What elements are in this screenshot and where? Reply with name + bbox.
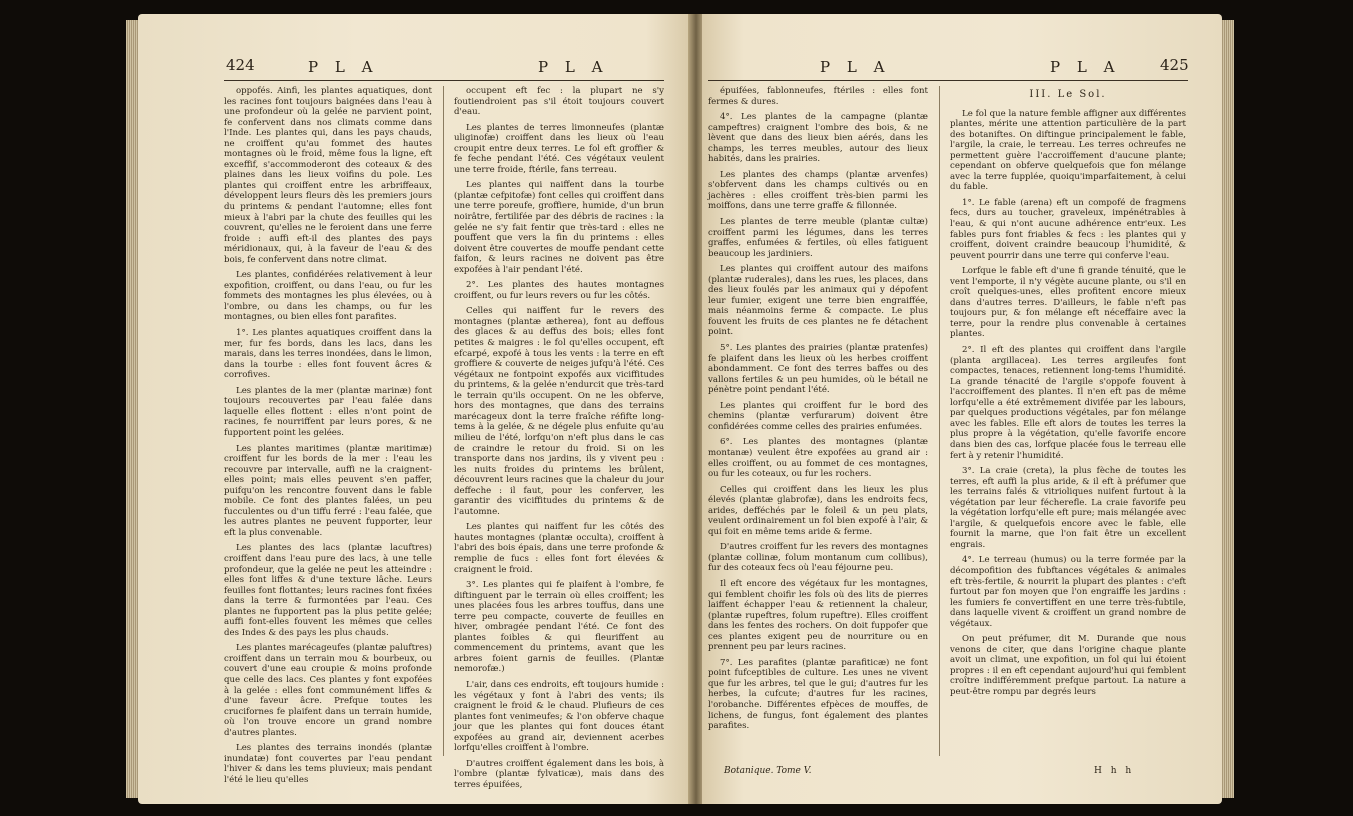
paragraph: 6°. Les plantes des montagnes (plantæ montanæ) veulent être expofées au grand air : elles croiffent, ou au fommet de ces montagnes, ou fur les coteaux, ou fur les rochers. (708, 437, 928, 480)
paragraph: Les plantes de terres limonneufes (plantæ uliginofæ) croiffent dans les lieux où l'eau croupit entre deux terres. Le fol eft groffier & fe feche pendant l'été. Ces végétaux veulent une terre froide, ftérile, fans terreau. (454, 122, 664, 175)
gathering-signature: H h h (1094, 766, 1135, 776)
text-column-2 (454, 86, 664, 795)
paragraph: 2°. Les plantes des hautes montagnes croiffent, ou fur leurs revers ou fur les côtés. (454, 280, 664, 301)
paragraph: Les plantes qui croiffent autour des maifons (plantæ ruderales), dans les rues, les places, dans des lieux foulés par les animaux qui y dépofent leur fumier, exigent une terre bien engraiffée, mais néanmoins ferme & compacte. Le plus fouvent les fruits de ces plantes ne fe détachent point. (708, 264, 928, 338)
paragraph: Les plantes de la mer (plantæ marinæ) font toujours recouvertes par l'eau falée dans laquelle elles flottent : elles n'ont point de racines, fe nourriffent par leurs pores, & ne fupportent point les gelées. (224, 385, 432, 438)
page-number: 425 (1160, 56, 1189, 74)
paragraph: oppofés. Ainfi, les plantes aquatiques, dont les racines font toujours baignées dans l'eau à une profondeur où la gelée ne parvient point, fe confervent dans nos climats comme dans l'Inde. Les plantes qui, dans les pays chauds, ne croiffent qu'au fommet des hautes montagnes où le froid, même fous la ligne, eft exceffif, s'accommoderont des coteaux & des plaines dans les lieux voifins du pole. Les plantes qui croiffent entre les arbriffeaux, développent leurs fleurs dès les premiers jours du printems & pendant l'automne; elles font mieux à l'abri par la chute des feuilles qui les couvrent, qu'elles ne le feroient dans une ferre froide : auffi eft-il des plantes des pays méridionaux, qui, à la faveur de l'eau & des bois, fe confervent dans notre climat. (224, 86, 432, 265)
paragraph: épuifées, fablonneufes, ftériles : elles font fermes & dures. (708, 86, 928, 107)
paragraph: 3°. La craie (creta), la plus fèche de toutes les terres, eft auffi la plus aride, & il eft à préfumer que les terrains falés & vitrioliques nuifent furtout à la végétation par leur fécherefle. La craie favorife peu la végétation lorfqu'elle eft pure; mais mélangée avec l'argile, & quelquefois encore avec le fable, elle fournit la marne, que l'on fait être un excellent engrais. (950, 466, 1186, 550)
paragraph: Les plantes de terre meuble (plantæ cultæ) croiffent parmi les légumes, dans les terres graffes, enfumées & fertiles, où elles fatiguent beaucoup les jardiniers. (708, 217, 928, 259)
paragraph: Les plantes des terrains inondés (plantæ inundatæ) font couvertes par l'eau pendant l'hiver & dans les tems pluvieux; mais pendant l'été le lieu qu'elles (224, 743, 432, 785)
paragraph: Les plantes des champs (plantæ arvenfes) s'obfervent dans les champs cultivés ou en jachères : elles croiffent très-bien parmi les moiffons, dans une terre graffe & fillonnée. (708, 169, 928, 212)
paragraph: 4°. Les plantes de la campagne (plantæ campeftres) craignent l'ombre des bois, & ne lèvent que dans des lieux bien aérés, dans les champs, les terres meubles, autour des lieux habités, dans les prairies. (708, 112, 928, 165)
paragraph: D'autres croiffent également dans les bois, à l'ombre (plantæ fylvaticæ), mais dans des terres épuifées, (454, 758, 664, 790)
footer-signature-text: Botanique. Tome V. (724, 766, 812, 776)
paragraph: Lorfque le fable eft d'une fi grande ténuité, que le vent l'emporte, il n'y végète aucune plante, ou s'il en croît quelques-unes, elles profitent encore mieux dans d'autres terres. D'ailleurs, le fable n'eft pas toujours pur, & fon mélange eft néceffaire avec la terre, pour la rendre plus convenable à certaines plantes. (950, 266, 1186, 340)
header-rule (708, 80, 1188, 81)
running-head: P L A (1050, 58, 1121, 76)
paragraph: Celles qui naiffent fur le revers des montagnes (plantæ ætherea), font au deffous des glaces & au deffus des bois; elles font petites & maigres : le fol qu'elles occupent, eft efcarpé, expofé à tous les vents : la terre en eft groffiere & couverte de neiges jufqu'à l'été. Ces végétaux ne fontpoint expofés aux viciffitudes du printems, & la gelée n'endurcit que très-tard le terrain qu'ils occupent. On ne les obferve, hors des montagnes, que dans des terrains marécageux dont la terre fraîche réfifte long-tems à la gelée, & ne dégele plus enfuite qu'au milieu de l'été, lorfqu'on n'eft plus dans le cas de craindre le retour du froid. Si on les transporte dans nos jardins, ils y vivent peu : les nuits froides du printems les brûlent, découvrent leurs racines que la chaleur du jour deffeche : il faut, pour les conferver, les garantir des viciffitudes du printems & de l'automne. (454, 306, 664, 517)
paragraph: 2°. Il eft des plantes qui croiffent dans l'argile (planta argillacea). Les terres argileufes font compactes, tenaces, retiennent long-tems l'humidité. La grande ténacité de l'argile s'oppofe fouvent à l'accroiffement des plantes. Il n'en eft pas de même lorfqu'elle a été extrêmement divifée par les labours, par quelques productions végétales, par fon mélange avec les fables. Elle eft alors de toutes les terres la plus propre à la végétation, qu'elle favorife encore dans bien des cas, lorfque placée fous le terreau elle fert à y retenir l'humidité. (950, 345, 1186, 461)
paragraph: 3°. Les plantes qui fe plaifent à l'ombre, fe diftinguent par le terrain où elles croiffent; les unes placées fous les arbres touffus, dans une terre peu compacte, couverte de feuilles en hiver, ombragée pendant l'été. Ce font des plantes foibles & qui fleuriffent au commencement du printems, avant que les arbres foient garnis de feuilles. (Plantæ nemorofæ.) (454, 580, 664, 675)
paragraph: Les plantes, confidérées relativement à leur expofition, croiffent, ou dans l'eau, ou fur les fommets des montagnes les plus élevées, ou à l'ombre, ou dans les champs, ou fur les montagnes, ou bien elles font parafites. (224, 270, 432, 323)
paragraph: On peut préfumer, dit M. Durande que nous venons de citer, que dans l'origine chaque plante avoit un climat, une expofition, un fol qui lui étoient propres : il en eft cependant aujourd'hui qui femblent croître indifféremment prefque partout. La nature a peut-être rompu par degrés leurs (950, 634, 1186, 697)
paragraph: occupent eft fec : la plupart ne s'y foutiendroient pas s'il étoit toujours couvert d'eau. (454, 86, 664, 118)
paragraph: Les plantes qui croiffent fur le bord des chemins (plantæ verfurarum) doivent être confidérées comme celles des prairies enfumées. (708, 400, 928, 432)
running-head: P L A (820, 58, 891, 76)
paragraph: 1°. Le fable (arena) eft un compofé de fragmens fecs, durs au toucher, graveleux, impénétrables à l'eau, & qui n'ont aucune adhérence entr'eux. Les fables purs font friables & fecs : les plantes qui y croiffent, doivent craindre beaucoup l'humidité, & peuvent pourrir dans une terre qui conferve l'eau. (950, 197, 1186, 261)
left-page (138, 14, 690, 804)
paragraph: 5°. Les plantes des prairies (plantæ pratenfes) fe plaifent dans les lieux où les herbes croiffent abondamment. Ce font des terres baffes ou des vallons fertiles & un peu humides, où le bétail ne pénètre point pendant l'été. (708, 343, 928, 396)
column-divider (443, 86, 444, 756)
page-number: 424 (226, 56, 255, 74)
header-rule (224, 80, 664, 81)
paragraph: Les plantes des lacs (plantæ lacuftres) croiffent dans l'eau pure des lacs, à une telle profondeur, que la gelée ne peut les atteindre : elles font liffes & d'une texture lâche. Leurs feuilles font flottantes; leurs racines font fixées dans la terre & furmontées par l'eau. Ces plantes ne fupportent pas la plus petite gelée; auffi font-elles fouvent les mêmes que celles des Indes & des pays les plus chauds. (224, 543, 432, 638)
paragraph: 4°. Le terreau (humus) ou la terre formée par la décompofition des fubftances végétales & animales eft très-fertile, & nourrit la plupart des plantes : c'eft furtout par fon moyen que l'on engraiffe les jardins : les fumiers fe convertiffent en une terre très-fubtile, dans laquelle vivent & croiffent un grand nombre de végétaux. (950, 555, 1186, 629)
text-column-1 (224, 86, 432, 790)
running-head: P L A (538, 58, 609, 76)
text-column-2 (950, 86, 1186, 703)
paragraph: Il eft encore des végétaux fur les montagnes, qui femblent choifir les fols où des lits de pierres laiffent échapper l'eau & retiennent la chaleur, (plantæ rupeftres, folum rupeftre). Elles croiffent dans les fentes des rochers. On doit fuppofer que ces plantes exigent peu de nourriture ou en prennent peu par leurs racines. (708, 578, 928, 653)
paragraph: Le fol que la nature femble affigner aux différentes plantes, mérite une attention particulière de la part des botaniftes. On diftingue principalement le fable, l'argile, la craie, le terreau. Les terres ochreufes ne permettent guère l'accroiffement d'aucune plante; cependant on obferve quelquefois que fon mélange avec la terre fupplée, quoiqu'imparfaitement, à celui du fable. (950, 108, 1186, 193)
paragraph: Les plantes qui naiffent fur les côtés des hautes montagnes (plantæ occulta), croiffent à l'abri des bois épais, dans une terre profonde & remplie de fucs : elles font fort élevées & craignent le froid. (454, 522, 664, 575)
right-page (702, 14, 1222, 804)
paragraph: Les plantes qui naiffent dans la tourbe (plantæ cefpitofæ) font celles qui croiffent dans une terre poreufe, groffiere, humide, d'un brun noirâtre, fertilifée par des débris de racines : la gelée ne s'y fait fentir que très-tard : elles ne pouffent que vers la fin du printems : elles doivent être couvertes de mouffe pendant cette faifon, & leurs racines ne doivent pas être expofées à l'air pendant l'été. (454, 180, 664, 275)
running-head: P L A (308, 58, 379, 76)
paragraph: D'autres croiffent fur les revers des montagnes (plantæ collinæ, folum montanum cum collibus), fur des coteaux fecs où l'eau féjourne peu. (708, 542, 928, 574)
paragraph: L'air, dans ces endroits, eft toujours humide : les végétaux y font à l'abri des vents; ils craignent le froid & le chaud. Plufieurs de ces plantes font venimeufes; & l'on obferve chaque jour que les plantes qui font douces étant expofées au grand air, deviennent acerbes lorfqu'elles croiffent à l'ombre. (454, 679, 664, 754)
paragraph: 7°. Les parafites (plantæ parafiticæ) ne font point fufceptibles de culture. Les unes ne vivent que fur les arbres, tel que le gui; d'autres fur les herbes, la cufcute; d'autres fur les racines, l'orobanche. Différentes efpèces de mouffes, de lichens, de fungus, font également des plantes parafites. (708, 657, 928, 732)
page-edges-right (1220, 20, 1234, 798)
section-title: III. Le Sol. (1029, 89, 1107, 100)
paragraph: Les plantes marécageufes (plantæ paluftres) croiffent dans un terrain mou & bourbeux, ou couvert d'une eau croupie & moins profonde que celle des lacs. Ces plantes y font expofées à la gelée : elles font communément liffes & d'une faveur âcre. Prefque toutes les crucifornes fe plaifent dans un terrain humide, où l'on trouve encore un grand nombre d'autres plantes. (224, 643, 432, 738)
paragraph: 1°. Les plantes aquatiques croiffent dans la mer, fur fes bords, dans les lacs, dans les marais, dans les terres inondées, dans le limon, dans la tourbe : elles font fouvent âcres & corrofives. (224, 328, 432, 381)
paragraph: Les plantes maritimes (plantæ maritimæ) croiffent fur les bords de la mer : l'eau les recouvre par intervalle, auffi ne la craignent-elles point; mais elles peuvent s'en paffer, puifqu'on les rencontre fouvent dans le fable mobile. Ce font des plantes falées, un peu fucculentes ou d'un tiffu ferré : l'eau falée, que les autres plantes ne peuvent fupporter, leur eft la plus convenable. (224, 443, 432, 538)
column-divider (939, 86, 940, 756)
paragraph: Celles qui croiffent dans les lieux les plus élevés (plantæ glabrofæ), dans les endroits fecs, arides, defféchés par le foleil & un peu plats, veulent ordinairement un fol bien expofé à l'air, & qui foit en même tems aride & ferme. (708, 484, 928, 537)
text-column-1 (708, 86, 928, 737)
